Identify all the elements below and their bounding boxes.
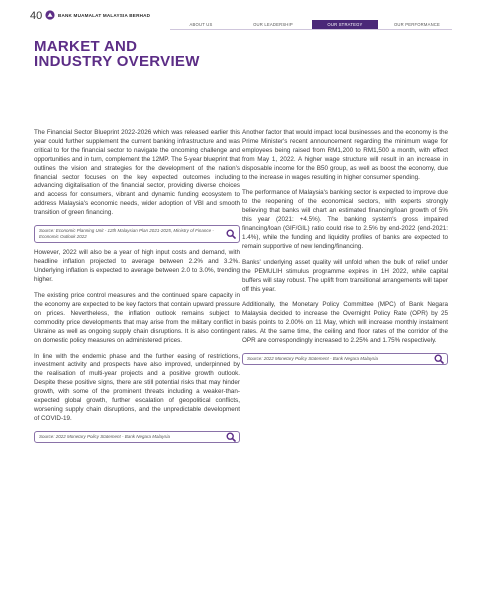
section-nav bbox=[170, 20, 452, 29]
paragraph: Another factor that would impact local businesses and the economy is the Prime Minister's recent announcement regarding the minimum wage for employees being raised from RM1,200 to RM1,500 a month, with effect from May 1, 2022. A higher wage structure will result in an increase in disposable income for the B50 group, as well as boost the economy, due to the increase in wages resulting in higher consumer spending. bbox=[242, 129, 448, 181]
source-box bbox=[34, 225, 240, 243]
source-text: Source: Economic Planning Unit - 12th Malaysian Plan 2021-2025, Ministry of Finance - Economic Outlook 2022 bbox=[39, 228, 214, 240]
source-box bbox=[242, 353, 448, 365]
tab-our-performance[interactable]: OUR PERFORMANCE bbox=[393, 22, 441, 27]
left-column bbox=[34, 129, 240, 449]
paragraph: However, 2022 will also be a year of high input costs and demand, with headline inflation projected to average between 2.2% and 3.2%. Underlying inflation is expected to average between 2.0 to 3.0%, trending higher. bbox=[34, 249, 240, 284]
magnifier-icon bbox=[226, 432, 236, 442]
paragraph: The Financial Sector Blueprint 2022-2026 which was released earlier this year could further supplement the current banking infrastructure and was critical to for the financial sector to navigate the oncoming challenge and opportunities and in turn, complement the 12MP. The 5-year blueprint that outlines the vision and strategies for the development of the nation's financial sector focuses on the key expected outcomes including advancing digitalisation of the financial sector, providing diverse choices and access for consumers, vibrant and dynamic funding ecosystem to address Malaysia's economic needs, wider adoption of VBI and smooth transition of green financing. bbox=[34, 129, 240, 217]
page-title bbox=[34, 39, 254, 69]
paragraph: Additionally, the Monetary Policy Committee (MPC) of Bank Negara Malaysia decided to increase the Overnight Policy Rate (OPR) by 25 basis points to 2.00% on 11 May, which will increase monthly instalment rates. At the same time, the ceiling and floor rates of the corridor of the OPR are correspondingly increased to 2.25% and 1.75% respectively. bbox=[242, 301, 448, 345]
paragraph: The existing price control measures and the continued spare capacity in the economy are expected to be key factors that contain upward pressure on prices. Nevertheless, the inflation outlook remains subject to commodity price developments that may arise from the military conflict in Ukraine as well as ongoing supply chain disruptions. It is also contingent on domestic policy measures on administered prices. bbox=[34, 292, 240, 344]
right-column bbox=[242, 129, 448, 371]
nav-divider bbox=[170, 29, 452, 30]
source-text: Source: 2022 Monetary Policy Statement - Bank Negara Malaysia bbox=[39, 433, 171, 439]
page-header bbox=[0, 0, 480, 30]
tab-about-us[interactable]: ABOUT US bbox=[189, 22, 213, 27]
tab-our-strategy[interactable]: OUR STRATEGY bbox=[312, 20, 378, 29]
title-line-1: MARKET AND bbox=[34, 38, 138, 55]
title-line-2: INDUSTRY OVERVIEW bbox=[34, 53, 200, 70]
source-box bbox=[34, 431, 240, 443]
source-text: Source: 2022 Monetary Policy Statement - Bank Negara Malaysia bbox=[247, 355, 379, 361]
paragraph: In line with the endemic phase and the further easing of restrictions, investment activity and prospects have also improved, underpinned by the realisation of multi-year projects and a positive growth outlook. Despite these positive signs, there are still potential risks that may hinder growth, with some of the prominent threats including a weaker-than-expected global growth, further escalation of geopolitical conflicts, worsening supply chain disruptions, and the unpredictable development of COVID-19. bbox=[34, 352, 240, 422]
magnifier-icon bbox=[434, 354, 444, 364]
magnifier-icon bbox=[226, 229, 236, 239]
bank-name: BANK MUAMALAT MALAYSIA BERHAD bbox=[58, 13, 151, 18]
tab-our-leadership[interactable]: OUR LEADERSHIP bbox=[253, 22, 293, 27]
bank-logo bbox=[45, 10, 55, 20]
paragraph: The performance of Malaysia's banking sector is expected to improve due to the reopening of the economical sectors, with experts strongly believing that banks will chart an estimated financing/loan growth of 5% this year (2021: +4.5%). The banking system's gross impaired financing/loan (GIF/GIL) ratio could rise to 2.5% by end-2022 (end-2021: 1.4%), while the funding and liquidity profiles of banks are expected to remain supportive of new lending/financing. bbox=[242, 189, 448, 250]
paragraph: Banks' underlying asset quality will unfold when the bulk of relief under the PEMULIH stimulus programme expires in 1H 2022, while capital buffers will stay robust. The uplift from transitional arrangements will taper off this year. bbox=[242, 258, 448, 293]
page-number: 40 bbox=[30, 10, 43, 22]
